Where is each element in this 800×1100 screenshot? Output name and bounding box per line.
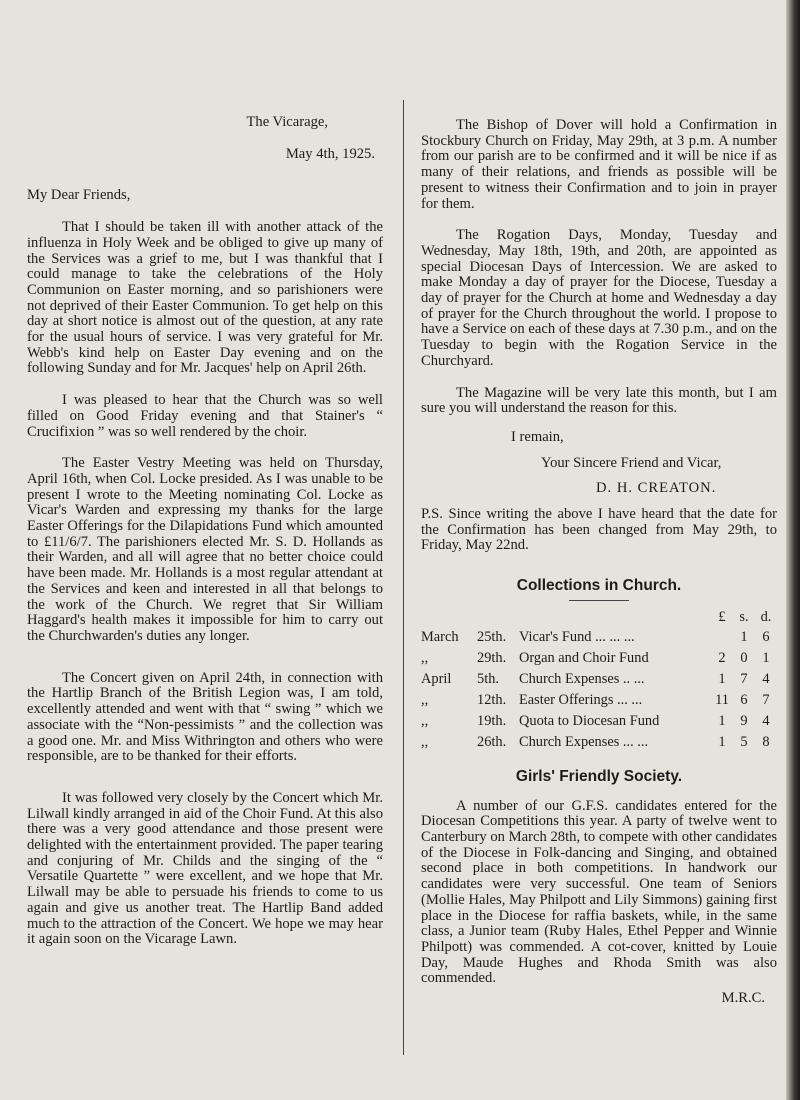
page-edge-shadow (786, 0, 800, 1100)
row-month: March (421, 628, 459, 645)
row-shillings: 0 (740, 649, 748, 666)
row-pounds: 11 (715, 691, 729, 708)
letter-salutation: My Dear Friends, (27, 187, 131, 204)
row-day: 29th. (477, 649, 507, 666)
letter-paragraph: The Bishop of Dover will hold a Confirmation in Stockbury Church on Friday, May 29th, at 3 p.m. A number from our parish are to be confirmed and it will be nice if as many of their relations, and friends as possible will be present to witness their Confirmation and to join in prayer for them. (421, 117, 777, 212)
collections-table (421, 609, 777, 753)
row-month: ,, (421, 712, 429, 729)
table-row (421, 627, 777, 648)
letter-closing: I remain, (511, 428, 564, 445)
letter-paragraph: The Easter Vestry Meeting was held on Thursday, April 16th, when Col. Locke presided. As I was unable to be present I wrote to the Meeting nominating Col. Locke as Vicar's Warden and expressing my thanks for the large Easter Offerings for the Dilapidations Fund which amounted to £11/6/7. The parishioners elected Mr. S. D. Hollands as their Warden, and all will agree that no better choice could have been made. Mr. Hollands is a most regular attendant at the Services and keen and interested in all that belongs to the work of the Church. We regret that Sir William Haggard's health makes it impossible for him to carry out the Churchwarden's duties any longer. (27, 455, 383, 644)
row-fund: Church Expenses ... ... (519, 733, 649, 750)
shillings-header: s. (739, 609, 749, 626)
table-row (421, 711, 777, 732)
row-month: ,, (421, 733, 429, 750)
letter-signoff: Your Sincere Friend and Vicar, (541, 454, 722, 471)
row-shillings: 6 (740, 691, 748, 708)
row-fund: Easter Offerings ... ... (519, 691, 643, 708)
table-header-row (421, 609, 777, 627)
letter-date: May 4th, 1925. (285, 145, 375, 162)
row-fund: Church Expenses .. ... (519, 670, 645, 687)
row-day: 12th. (477, 691, 507, 708)
table-row (421, 669, 777, 690)
row-day: 19th. (477, 712, 507, 729)
row-pounds: 2 (718, 649, 726, 666)
row-day: 26th. (477, 733, 507, 750)
gfs-initials: M.R.C. (721, 990, 765, 1007)
row-month: ,, (421, 691, 429, 708)
letter-signature: D. H. CREATON. (596, 480, 717, 497)
letter-paragraph: I was pleased to hear that the Church was so well filled on Good Friday evening and that Stainer's “ Crucifixion ” was so well rendered by the choir. (27, 392, 383, 440)
row-pounds (711, 627, 733, 648)
letter-paragraph: The Rogation Days, Monday, Tuesday and Wednesday, May 18th, 19th, and 20th, are appointed as special Diocesan Days of Intercession. We are asked to make Monday a day of prayer for the Diocese, Tuesday a day of prayer for the Church at home and Wednesday a day of prayer for the Church throughout the world. I propose to have a Service on each of these days at 7.30 p.m., and on the Tuesday to begin with the Rogation Service in the Churchyard. (421, 227, 777, 369)
row-pence: 7 (762, 691, 770, 708)
column-divider (403, 100, 404, 1055)
row-fund: Vicar's Fund ... ... ... (519, 628, 635, 645)
row-fund: Quota to Diocesan Fund (519, 712, 660, 729)
left-column (27, 115, 383, 948)
collections-heading: Collections in Church. (516, 577, 682, 595)
row-pence: 1 (762, 649, 770, 666)
table-row (421, 648, 777, 669)
letter-postscript: P.S. Since writing the above I have heard that the date for the Confirmation has been changed from May 29th, to Friday, May 22nd. (421, 506, 777, 554)
row-month: ,, (421, 649, 429, 666)
row-pence: 8 (762, 733, 770, 750)
row-pounds: 1 (718, 733, 726, 750)
pounds-header: £ (718, 609, 726, 626)
row-day: 5th. (477, 670, 499, 687)
row-shillings: 1 (740, 628, 748, 645)
gfs-heading: Girls' Friendly Society. (515, 767, 683, 785)
row-pounds: 1 (718, 670, 726, 687)
letter-paragraph: It was followed very closely by the Concert which Mr. Lilwall kindly arranged in aid of the Choir Fund. At this also there was a very good attendance and those present were delighted with the entertainment provided. The paper tearing and conjuring of Mr. Childs and the singing of the “ Versatile Quartette ” were excellent, and we hope that Mr. Lilwall may be able to persuade his friends to come to us again and give us another treat. The Hartlip Band added much to the attraction of the Concert. We hope we may hear it again soon on the Vicarage Lawn. (27, 789, 383, 948)
right-column (421, 118, 777, 1007)
row-shillings: 7 (740, 670, 748, 687)
row-pounds: 1 (718, 712, 726, 729)
letter-paragraph: The Magazine will be very late this month, but I am sure you will understand the reason for this. (421, 384, 777, 417)
gfs-paragraph: A number of our G.F.S. candidates entered for the Diocesan Competitions this year. A party of twelve went to Canterbury on March 28th, to compete with other candidates of the Diocese in Folk-dancing and Singing, and obtained second place in both competitions. In handwork our candidates were very successful. One team of Seniors (Mollie Hales, May Philpott and Lily Simmons) gaining first place in the Diocese for raffia baskets, while, in the same class, a Junior team (Ruby Hales, Ethel Pepper and Winnie Philpott) was commended. A cot-cover, knitted by Louie Day, Maude Hughes and Rhoda Smith was also commended. (421, 797, 777, 987)
letter-address: The Vicarage, (246, 114, 328, 130)
row-shillings: 5 (740, 733, 748, 750)
row-pence: 6 (762, 628, 770, 645)
row-pence: 4 (762, 712, 770, 729)
pence-header: d. (760, 609, 772, 626)
table-row (421, 732, 777, 753)
row-shillings: 9 (740, 712, 748, 729)
row-fund: Organ and Choir Fund (519, 649, 649, 666)
letter-paragraph: The Concert given on April 24th, in connection with the Hartlip Branch of the British Legion was, I am told, excellently attended and went with that “ swing ” which we associate with the “Non-pessimists ” and the collection was a good one. Mr. and Miss Withrington and others who were responsible, are to be thanked for their efforts. (27, 669, 383, 765)
row-day: 25th. (477, 628, 507, 645)
table-row (421, 690, 777, 711)
letter-paragraph: That I should be taken ill with another attack of the influenza in Holy Week and be obliged to give up many of the Services was a grief to me, but I was thankful that I could manage to take the celebrations of the Holy Communion on Easter morning, and so parishioners were not deprived of their Easter Communion. To get help on this day at short notice is almost out of the question, at any rate for the usual hours of service. I was very grateful for Mr. Webb's kind help on Easter Day evening and on the following Sunday and for Mr. Jacques' help on April 26th. (27, 219, 383, 377)
row-pence: 4 (762, 670, 770, 687)
row-month: April (421, 670, 452, 687)
